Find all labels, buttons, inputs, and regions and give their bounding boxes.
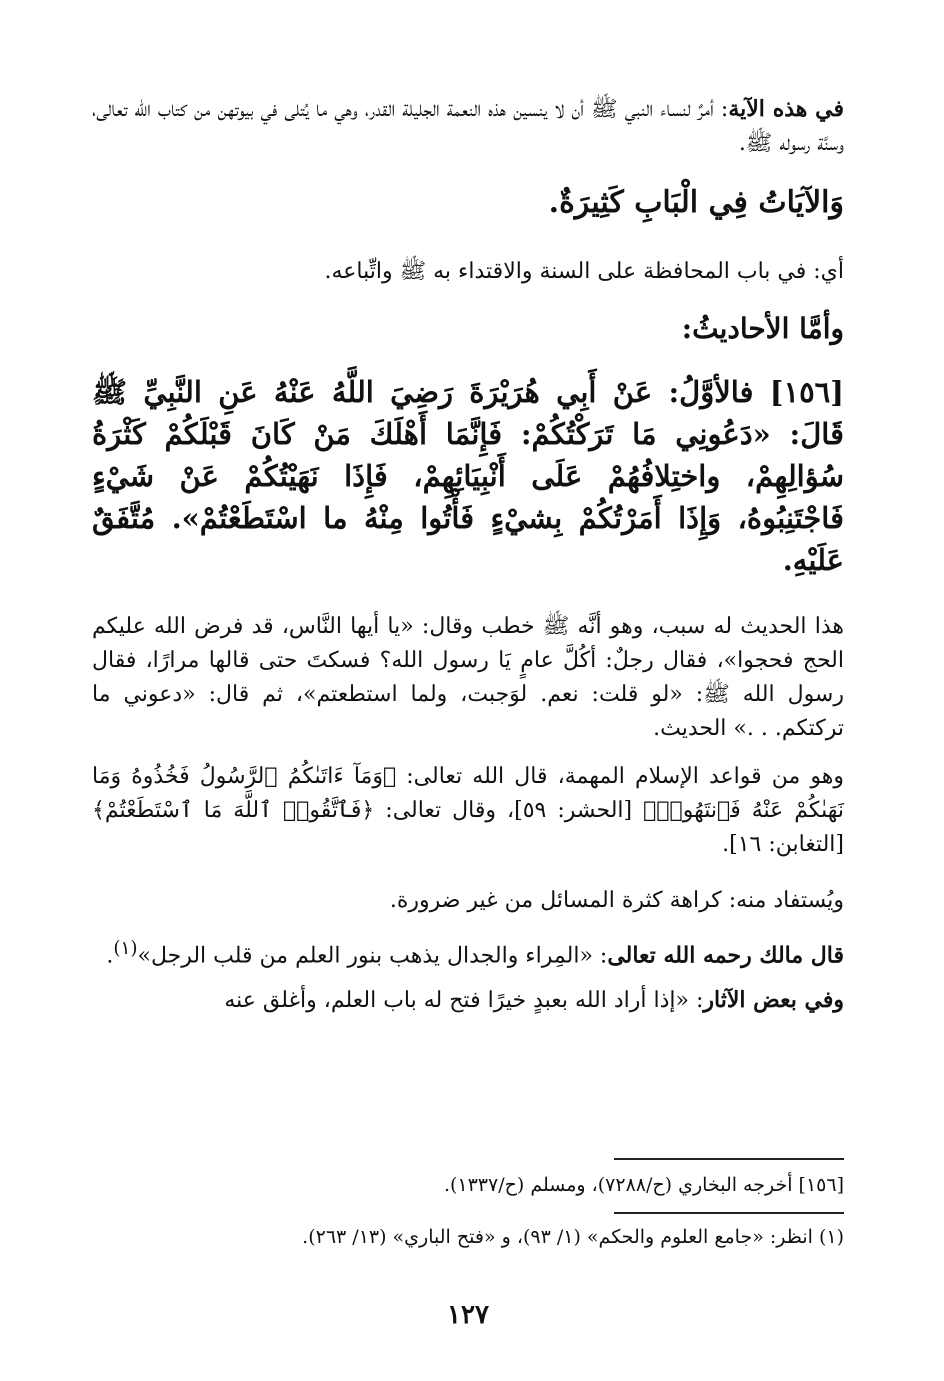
verses-note: أي: في باب المحافظة على السنة والاقتداء به ﷺ واتِّباعه. xyxy=(324,259,844,284)
intro-lead: في هذه الآية xyxy=(728,96,844,122)
athar-text: : «إذا أراد الله بعبدٍ خيرًا فتح له باب العلم، وأغلق عنه xyxy=(224,988,704,1014)
explanation-paragraph-1: هذا الحديث له سبب، وهو أنَّه ﷺ خطب وقال: «يا أيها النَّاس، قد فرض الله عليكم الحج فحجوا»، فقال رجلٌ: أكُلَّ عامٍ يَا رسول الله؟ فسكتَ حتى قالها مرارًا، فقال رسول الله ﷺ: «لو قلت: نعم. لوَجبت، ولما استطعتم»، ثم قال: «دعوني ما تركتكم. . .» الحديث. xyxy=(92,614,844,741)
footnote-ref-1: (١) xyxy=(113,938,138,959)
verses-heading: وَالآيَاتُ فِي الْبَابِ كَثِيرَةٌ. xyxy=(548,185,844,220)
explanation-paragraph-2: وهو من قواعد الإسلام المهمة، قال الله تعالى: ﴿وَمَآ ءَاتَىٰكُمُ ٱلرَّسُولُ فَخُذُوهُ وَمَا نَهَىٰكُمْ عَنْهُ فَٱنتَهُوا۟﴾ [الحشر: ٥٩]، وقال تعالى: ﴿فَٱتَّقُوا۟ ٱللَّهَ مَا ٱسْتَطَعْتُمْ﴾ [التغابن: ١٦]. xyxy=(92,764,844,857)
intro-paragraph xyxy=(92,92,844,161)
ahadith-heading: وأمَّا الأحاديثُ: xyxy=(681,312,844,345)
malik-quote-text: : «المِراء والجدال يذهب بنور العلم من قلب الرجل» xyxy=(137,943,608,969)
athar-lead: وفي بعض الآثار xyxy=(703,987,844,1014)
footnote-divider xyxy=(614,1158,844,1160)
malik-quote-lead: قال مالك رحمه الله تعالى xyxy=(607,942,844,969)
athar-paragraph xyxy=(92,983,844,1018)
page-number: ١٢٧ xyxy=(447,1300,489,1330)
hadith-text: [١٥٦] فالأوَّلُ: عَنْ أَبِي هُرَيْرَةَ رَضِيَ اللَّهُ عَنْهُ عَنِ النَّبِيِّ ﷺ قَالَ: «دَعُونِي مَا تَرَكْتُكُمْ: فَإِنَّمَا أَهْلَكَ مَنْ كَانَ قَبْلَكُمْ كَثْرَةُ سُؤالِهِمْ، واختِلافُهُمْ عَلَى أَنْبِيَائِهِمْ، فَإِذَا نَهَيْتُكُمْ عَنْ شَيْءٍ فَاجْتَنِبُوهُ، وَإِذَا أَمَرْتُكُمْ بِشيْءٍ فَأْتُوا مِنْهُ ما اسْتَطَعْتُمْ». مُتَّفَقٌ عَلَيْهِ. xyxy=(92,375,844,577)
explanation-paragraph-3: ويُستفاد منه: كراهة كثرة المسائل من غير ضرورة. xyxy=(389,888,844,913)
takhrij-footnote: [١٥٦] أخرجه البخاري (ح/٧٢٨٨)، ومسلم (ح/١٣٣٧). xyxy=(443,1174,844,1196)
footnote-divider-2 xyxy=(614,1212,844,1214)
malik-quote-end: . xyxy=(106,943,114,969)
intro-text: : أمرٌ لنساء النبي ﷺ أن لا ينسين هذه النعمة الجليلة القدر، وهي ما يُتلى في بيوتهن من كتاب الله تعالى، وسنَّة رسوله ﷺ. xyxy=(92,97,844,156)
book-page xyxy=(92,92,844,1352)
footnotes-section xyxy=(92,1158,844,1252)
malik-quote-paragraph xyxy=(92,932,844,973)
footnote-1: (١) انظر: «جامع العلوم والحكم» (١/ ٩٣)، و «فتح الباري» (١٣/ ٢٦٣). xyxy=(302,1226,844,1248)
